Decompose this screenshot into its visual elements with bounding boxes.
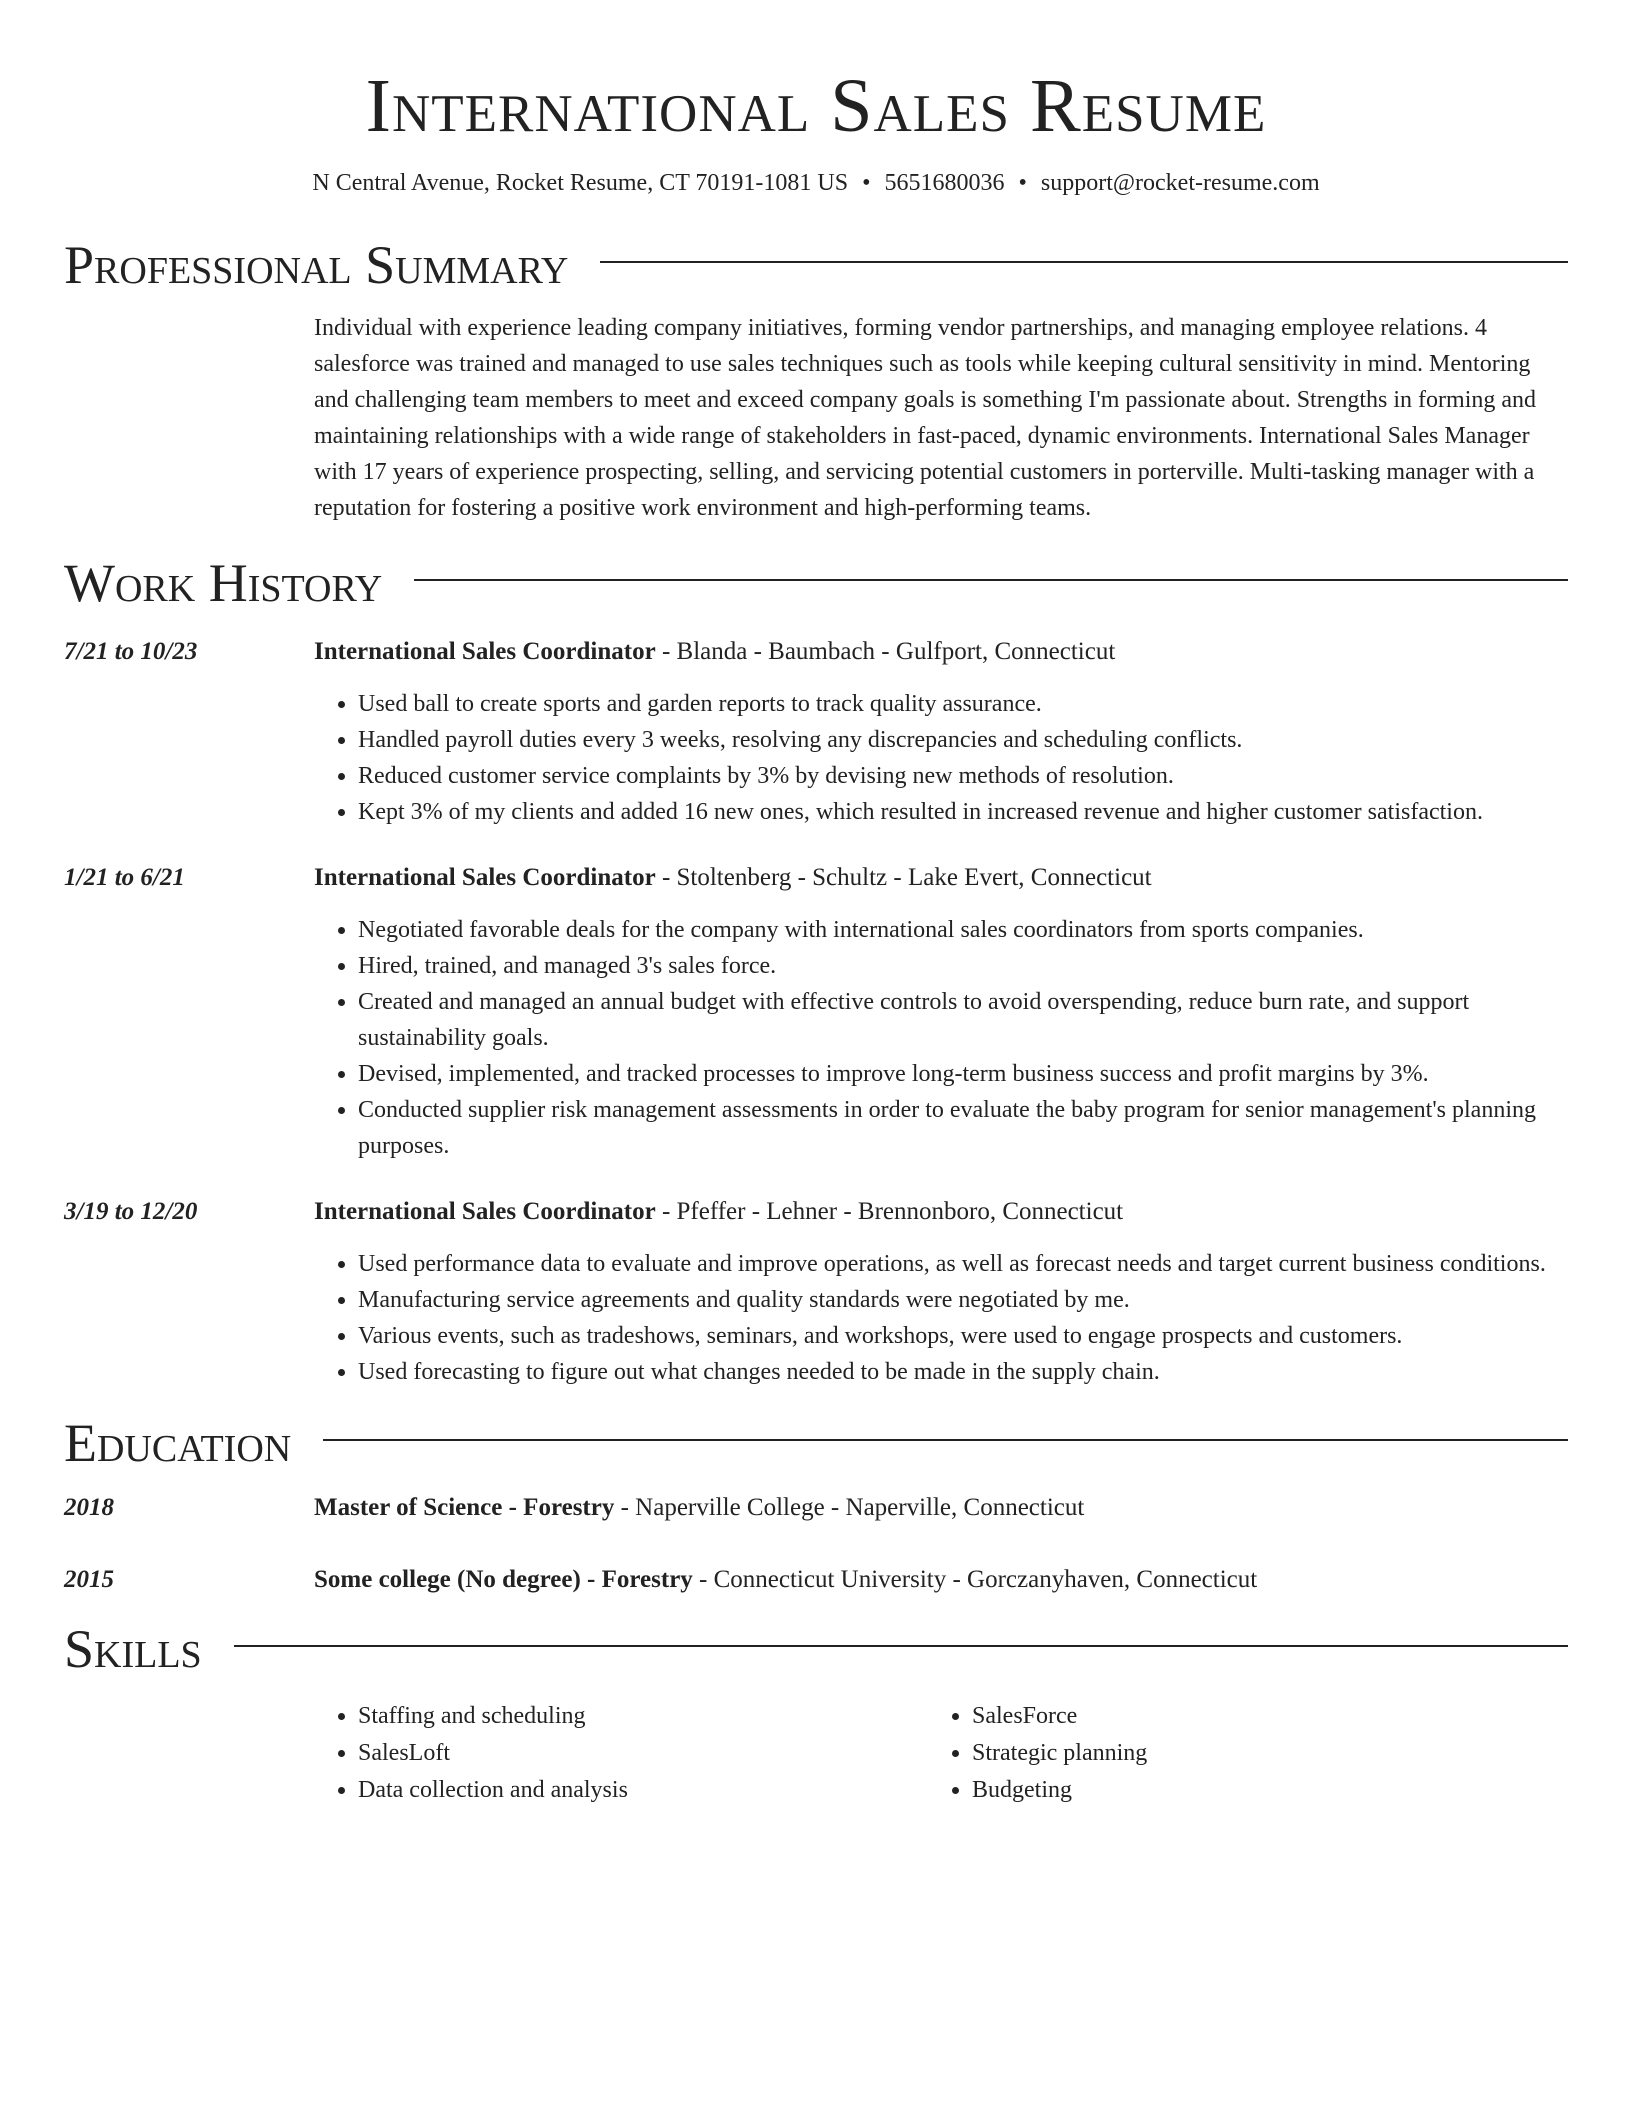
list-item: • Manufacturing service agreements and quality standards were negotiated by me. [358, 1282, 1568, 1318]
job-heading [314, 636, 1568, 668]
list-item: • Kept 3% of my clients and added 16 new ones, which resulted in increased revenue and higher customer satisfaction. [358, 794, 1568, 830]
education-details: - Connecticut University - Gorczanyhaven, Connecticut [692, 1566, 1258, 1593]
skills-column-left [314, 1698, 928, 1809]
summary-section-header [64, 234, 1568, 296]
skills-section-title: Skills [64, 1619, 202, 1679]
contact-address: N Central Avenue, Rocket Resume, CT 70191-1081 US [312, 170, 849, 196]
contact-email: support@rocket-resume.com [1040, 170, 1320, 196]
education-line [314, 1492, 1568, 1524]
job-details: - Blanda - Baumbach - Gulfport, Connecticut [655, 638, 1116, 665]
skills-section-header [64, 1618, 1568, 1680]
summary-row [64, 310, 1568, 526]
job-dates: 1/21 to 6/21 [64, 864, 185, 891]
skill-item: • SalesLoft [358, 1735, 928, 1772]
job-heading [314, 1196, 1568, 1228]
job-left-spacer [64, 1228, 314, 1390]
job-details: - Pfeffer - Lehner - Brennonboro, Connecticut [655, 1198, 1124, 1225]
job-bullets-row [64, 668, 1568, 830]
section-divider [234, 1645, 1568, 1647]
list-item: • Used performance data to evaluate and improve operations, as well as forecast needs and target current business conditions. [358, 1246, 1568, 1282]
job-details: - Stoltenberg - Schultz - Lake Evert, Connecticut [655, 864, 1152, 891]
section-divider [600, 261, 1568, 263]
contact-phone: 5651680036 [884, 170, 1005, 196]
job-entry [64, 636, 1568, 830]
job-header [64, 1196, 1568, 1228]
job-left-spacer [64, 668, 314, 830]
job-bullets-row [64, 1228, 1568, 1390]
job-bullet-list [314, 1246, 1568, 1390]
list-item: • Negotiated favorable deals for the company with international sales coordinators from sports companies. [358, 912, 1568, 948]
list-item: • Various events, such as tradeshows, seminars, and workshops, were used to engage prospects and customers. [358, 1318, 1568, 1354]
job-dates: 3/19 to 12/20 [64, 1198, 198, 1225]
list-item: • Devised, implemented, and tracked processes to improve long-term business success and profit margins by 3%. [358, 1056, 1568, 1092]
job-dates: 7/21 to 10/23 [64, 638, 198, 665]
skills-left-spacer [64, 1698, 314, 1809]
skills-column-right [928, 1698, 1542, 1809]
job-entry [64, 862, 1568, 1164]
job-header [64, 636, 1568, 668]
education-line [314, 1564, 1568, 1596]
summary-section-title: Professional Summary [64, 235, 569, 295]
list-item: • Handled payroll duties every 3 weeks, resolving any discrepancies and scheduling conflicts. [358, 722, 1568, 758]
job-heading [314, 862, 1568, 894]
job-bullets-row [64, 894, 1568, 1164]
job-header [64, 862, 1568, 894]
work-section-title: Work History [64, 553, 383, 613]
summary-left-spacer [64, 310, 314, 526]
education-degree: Master of Science - Forestry [314, 1494, 615, 1521]
list-item: • Hired, trained, and managed 3's sales force. [358, 948, 1568, 984]
education-entry [64, 1564, 1568, 1596]
education-year: 2015 [64, 1566, 114, 1593]
education-year: 2018 [64, 1494, 114, 1521]
skills-list [64, 1698, 1568, 1809]
education-degree: Some college (No degree) - Forestry [314, 1566, 693, 1593]
job-title: International Sales Coordinator [314, 1198, 656, 1225]
skill-item: • Staffing and scheduling [358, 1698, 928, 1735]
education-section-header [64, 1412, 1568, 1474]
list-item: • Reduced customer service complaints by 3% by devising new methods of resolution. [358, 758, 1568, 794]
contact-separator: • [1018, 170, 1027, 196]
work-section-header [64, 552, 1568, 614]
contact-line [64, 168, 1568, 198]
list-item: • Created and managed an annual budget with effective controls to avoid overspending, reduce burn rate, and support sustainability goals. [358, 984, 1568, 1056]
skill-item: • Data collection and analysis [358, 1772, 928, 1809]
skill-item: • SalesForce [972, 1698, 1542, 1735]
job-bullet-list [314, 686, 1568, 830]
skill-item: • Budgeting [972, 1772, 1542, 1809]
skill-item: • Strategic planning [972, 1735, 1542, 1772]
list-item: • Used ball to create sports and garden reports to track quality assurance. [358, 686, 1568, 722]
job-left-spacer [64, 894, 314, 1164]
section-divider [323, 1439, 1568, 1441]
job-title: International Sales Coordinator [314, 638, 656, 665]
job-entry [64, 1196, 1568, 1390]
education-entry [64, 1492, 1568, 1524]
job-bullet-list [314, 912, 1568, 1164]
list-item: • Used forecasting to figure out what changes needed to be made in the supply chain. [358, 1354, 1568, 1390]
contact-separator: • [862, 170, 871, 196]
section-divider [414, 579, 1568, 581]
job-title: International Sales Coordinator [314, 864, 656, 891]
education-section-title: Education [64, 1413, 292, 1473]
list-item: • Conducted supplier risk management assessments in order to evaluate the baby program for senior management's planning purposes. [358, 1092, 1568, 1164]
summary-text: Individual with experience leading company initiatives, forming vendor partnerships, and managing employee relations. 4 salesforce was trained and managed to use sales techniques such as tools while keeping cultural sensitivity in mind. Mentoring and challenging team members to meet and exceed company goals is something I'm passionate about. Strengths in forming and maintaining relationships with a wide range of stakeholders in fast-paced, dynamic environments. International Sales Manager with 17 years of experience prospecting, selling, and servicing potential customers in porterville. Multi-tasking manager with a reputation for fostering a positive work environment and high-performing teams. [314, 315, 1537, 521]
education-details: - Naperville College - Naperville, Connecticut [614, 1494, 1085, 1521]
resume-title: International Sales Resume [365, 64, 1267, 148]
